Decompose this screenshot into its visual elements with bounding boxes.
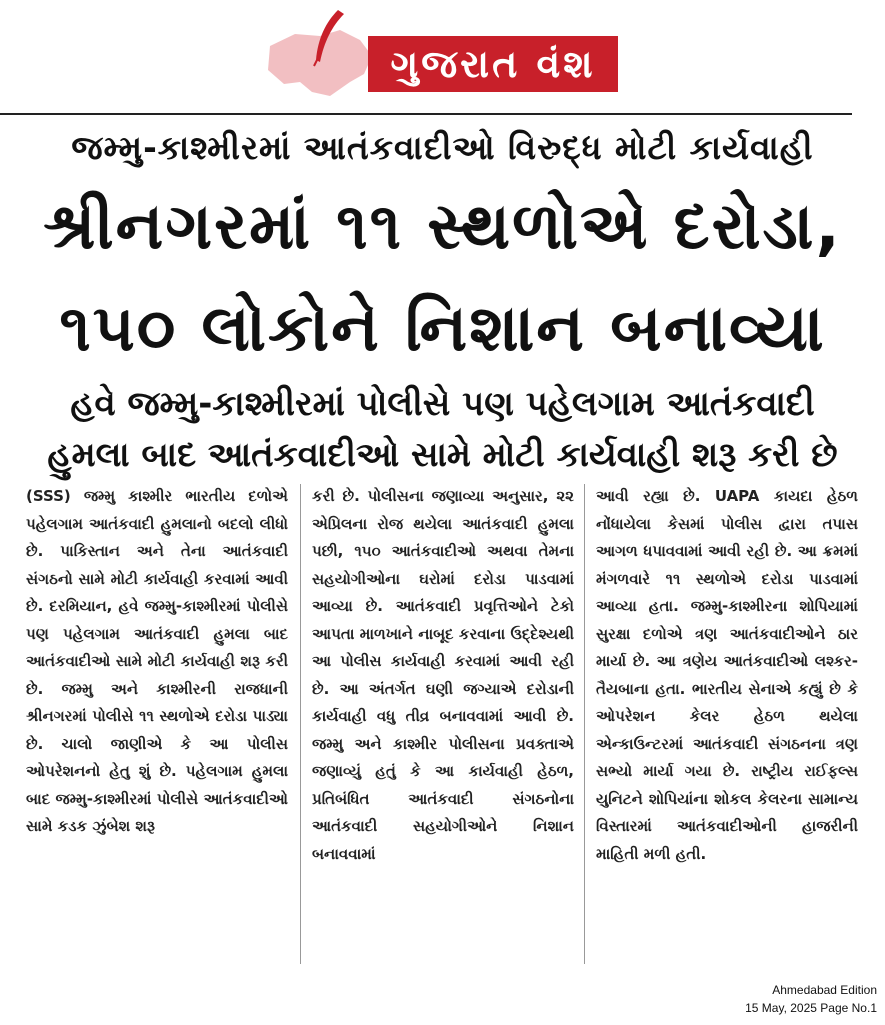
column-divider xyxy=(584,484,585,964)
article-body xyxy=(26,483,866,963)
article-column-1: (SSS) જમ્મુ કાશ્મીર ભારતીય દળોએ પહેલગામ આતંકવાદી હુમલાનો બદલો લીધો છે. પાકિસ્તાન અને તેના આતંકવાદી સંગઠનો સામે મોટી કાર્યવાહી કરવામાં આવી છે. દરમિયાન, હવે જમ્મુ-કાશ્મીરમાં પોલીસે પણ પહેલગામ આતંકવાદી હુમલા બાદ આતંકવાદીઓ સામે મોટી કાર્યવાહી શરૂ કરી છે. જમ્મુ અને કાશ્મીરની રાજધાની શ્રીનગરમાં પોલીસે ૧૧ સ્થળોએ દરોડા પાડ્યા છે. ચાલો જાણીએ કે આ પોલીસ ઓપરેશનનો હેતુ શું છે. પહેલગામ હુમલા બાદ જમ્મુ-કાશ્મીરમાં પોલીસે આતંકવાદીઓ સામે કડક ઝુંબેશ શરૂ xyxy=(26,487,288,835)
article-column-2: કરી છે. પોલીસના જણાવ્યા અનુસાર, ૨૨ એપ્રિલના રોજ થયેલા આતંકવાદી હુમલા પછી, ૧૫૦ આતંકવાદીઓ અથવા તેમના સહયોગીઓના ઘરોમાં દરોડા પાડવામાં આવ્યા છે. આતંકવાદી પ્રવૃત્તિઓને ટેકો આપતા માળખાને નાબૂદ કરવાના ઉદ્દેશ્યથી આ પોલીસ કાર્યવાહી કરવામાં આવી રહી છે. આ અંતર્ગત ઘણી જગ્યાએ દરોડાની કાર્યવાહી વધુ તીવ્ર બનાવવામાં આવી છે. જમ્મુ અને કાશ્મીર પોલીસના પ્રવક્તાએ જણાવ્યું હતું કે આ કાર્યવાહી હેઠળ, પ્રતિબંધિત આતંકવાદી સંગઠનોના આતંકવાદી સહયોગીઓને નિશાન બનાવવામાં xyxy=(312,487,574,863)
subheadline-line2: હુમલા બાદ આતંકવાદીઓ સામે મોટી કાર્યવાહી શરૂ કરી છે xyxy=(47,435,838,475)
edition-label: Ahmedabad Edition xyxy=(772,983,877,997)
article-column-3: આવી રહ્યા છે. UAPA કાયદા હેઠળ નોંધાયેલા કેસમાં પોલીસ દ્વારા તપાસ આગળ ધપાવવામાં આવી રહી છે. આ ક્રમમાં મંગળવારે ૧૧ સ્થળોએ દરોડા પાડવામાં આવ્યા હતા. જમ્મુ-કાશ્મીરના શોપિયામાં સુરક્ષા દળોએ ત્રણ આતંકવાદીઓને ઠાર માર્યા છે. આ ત્રણેય આતંકવાદીઓ લશ્કર-તૈયબાના હતા. ભારતીય સેનાએ કહ્યું છે કે ઓપરેશન કેલર હેઠળ થયેલા એન્કાઉન્ટરમાં આતંકવાદી સંગઠનના ત્રણ સભ્યો માર્યા ગયા છે. રાષ્ટ્રીય રાઈફલ્સ યુનિટને શોપિયાંના શોકલ કેલરના સામાન્ય વિસ્તારમાં આતંકવાદીઓની હાજરીની માહિતી મળી હતી. xyxy=(596,487,858,863)
kicker-headline: જમ્મુ-કાશ્મીરમાં આતંકવાદીઓ વિરુદ્ધ મોટી કાર્યવાહી xyxy=(71,128,814,167)
date-page-label: 15 May, 2025 Page No.1 xyxy=(745,1001,877,1015)
header-divider xyxy=(0,113,852,115)
column-divider xyxy=(300,484,301,964)
masthead xyxy=(260,8,630,100)
main-headline-line1: શ્રીનગરમાં ૧૧ સ્થળોએ દરોડા, xyxy=(43,190,842,264)
brand-logo: ગુજરાત વંશ xyxy=(368,36,618,92)
main-headline-line2: ૧૫૦ લોકોને નિશાન બનાવ્યા xyxy=(59,292,826,366)
subheadline-line1: હવે જમ્મુ-કાશ્મીરમાં પોલીસે પણ પહેલગામ આતંકવાદી xyxy=(70,384,815,424)
pen-icon xyxy=(308,8,348,68)
